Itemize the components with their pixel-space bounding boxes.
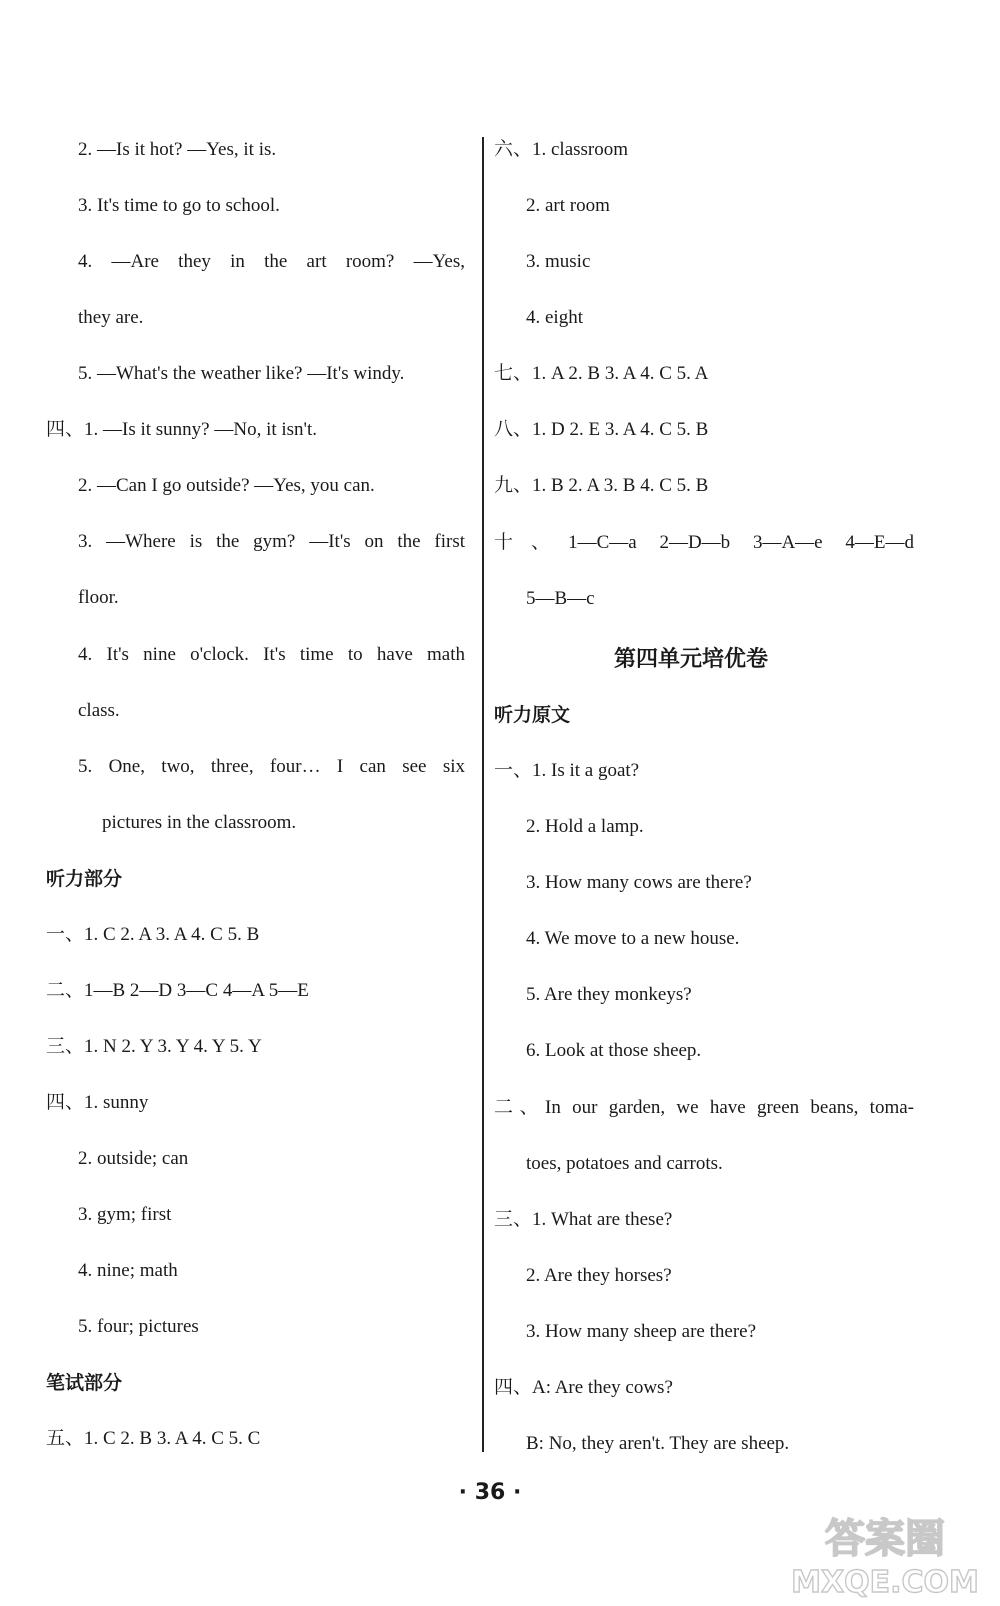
left-line-20: 4. nine; math — [78, 1260, 178, 1281]
column-divider — [482, 137, 484, 1452]
right-line-11: 2. Hold a lamp. — [526, 816, 644, 837]
right-line-12: 3. How many cows are there? — [526, 872, 752, 893]
right-line-9: 5—B—c — [526, 588, 595, 609]
left-line-7: 2. —Can I go outside? —Yes, you can. — [78, 475, 375, 496]
right-line-15: 6. Look at those sheep. — [526, 1040, 702, 1061]
right-line-20: 3. How many sheep are there? — [526, 1321, 757, 1342]
unit-title: 第四单元培优卷 — [614, 647, 769, 672]
left-line-9: floor. — [78, 587, 119, 608]
right-line-17: toes, potatoes and carrots. — [526, 1153, 723, 1174]
left-line-18: 2. outside; can — [78, 1148, 189, 1169]
section-heading-written: 笔试部分 — [46, 1372, 123, 1394]
right-line-18: 三、1. What are these? — [494, 1209, 673, 1230]
left-line-16: 三、1. N 2. Y 3. Y 4. Y 5. Y — [46, 1036, 262, 1057]
right-line-19: 2. Are they horses? — [526, 1265, 672, 1286]
right-line-16: 二、In our garden, we have green beans, toma- — [494, 1097, 914, 1118]
right-line-21: 四、A: Are they cows? — [494, 1377, 673, 1398]
left-line-13: pictures in the classroom. — [102, 812, 297, 833]
right-line-13: 4. We move to a new house. — [526, 928, 740, 949]
right-line-10: 一、1. Is it a goat? — [494, 760, 640, 781]
left-line-8: 3. —Where is the gym? —It's on the first — [78, 531, 465, 552]
left-line-5: 5. —What's the weather like? —It's windy. — [78, 363, 405, 384]
left-line-6: 四、1. —Is it sunny? —No, it isn't. — [46, 419, 318, 440]
left-line-22: 五、1. C 2. B 3. A 4. C 5. C — [46, 1428, 261, 1449]
right-line-3: 3. music — [526, 251, 591, 272]
right-line-5: 七、1. A 2. B 3. A 4. C 5. A — [494, 363, 709, 384]
right-line-8: 十、1—C—a 2—D—b 3—A—e 4—E—d — [494, 532, 914, 553]
right-line-14: 5. Are they monkeys? — [526, 984, 692, 1005]
watermark-top-text: 答案圈 — [825, 1516, 945, 1562]
page-number: · 36 · — [458, 1480, 522, 1505]
left-line-14: 一、1. C 2. A 3. A 4. C 5. B — [46, 924, 260, 945]
left-line-19: 3. gym; first — [78, 1204, 172, 1225]
right-line-2: 2. art room — [526, 195, 610, 216]
left-line-1: 2. —Is it hot? —Yes, it is. — [78, 139, 277, 160]
watermark-bottom-text: MXQE.COM — [791, 1565, 979, 1600]
section-heading-listening: 听力部分 — [46, 868, 123, 890]
section-heading-transcript: 听力原文 — [494, 704, 571, 726]
right-line-22: B: No, they aren't. They are sheep. — [526, 1433, 790, 1454]
left-line-21: 5. four; pictures — [78, 1316, 199, 1337]
right-line-4: 4. eight — [526, 307, 583, 328]
left-line-3: 4. —Are they in the art room? —Yes, — [78, 251, 465, 272]
right-line-1: 六、1. classroom — [494, 139, 629, 160]
left-line-15: 二、1—B 2—D 3—C 4—A 5—E — [46, 980, 309, 1001]
watermark-logo — [790, 1500, 980, 1600]
right-line-7: 九、1. B 2. A 3. B 4. C 5. B — [494, 475, 709, 496]
left-line-12: 5. One, two, three, four… I can see six — [78, 756, 465, 777]
left-line-10: 4. It's nine o'clock. It's time to have math — [78, 644, 465, 665]
left-line-17: 四、1. sunny — [46, 1092, 149, 1113]
left-line-4: they are. — [78, 307, 144, 328]
left-line-2: 3. It's time to go to school. — [78, 195, 280, 216]
left-line-11: class. — [78, 700, 120, 721]
right-line-6: 八、1. D 2. E 3. A 4. C 5. B — [494, 419, 709, 440]
